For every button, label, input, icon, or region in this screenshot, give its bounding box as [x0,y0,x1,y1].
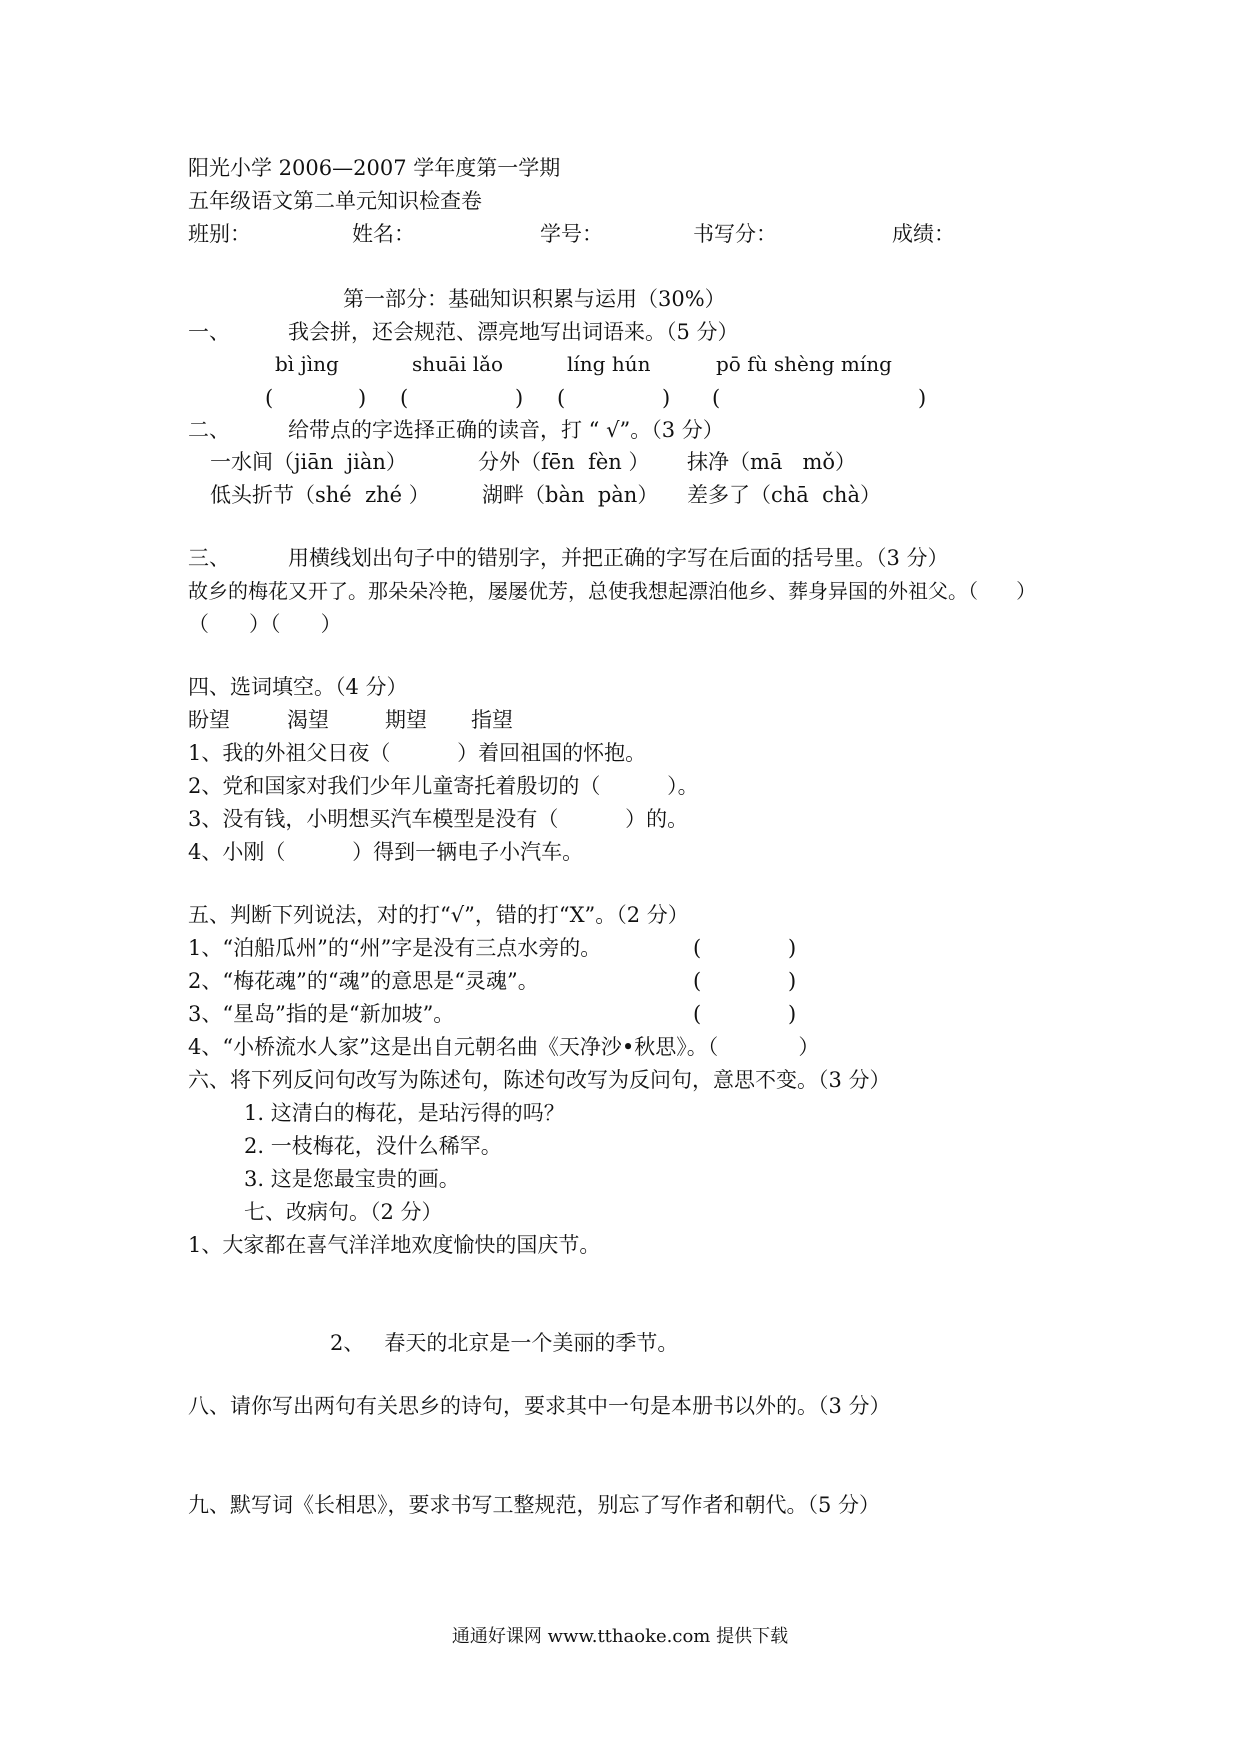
exam-title: 五年级语文第二单元知识检查卷 [188,189,482,213]
q8-title: 八、请你写出两句有关思乡的诗句，要求其中一句是本册书以外的。（3 分） [188,1394,891,1418]
q1-pinyin-1: bì jìng [275,352,339,376]
q6-item-3: 3. 这是您最宝贵的画。 [244,1167,460,1191]
q3-title: 用横线划出句子中的错别字，并把正确的字写在后面的括号里。（3 分） [288,546,949,570]
q4-item-1: 1、我的外祖父日夜（ ）着回祖国的怀抱。 [188,741,647,765]
q9-title: 九、默写词《长相思》，要求书写工整规范，别忘了写作者和朝代。（5 分） [188,1493,881,1517]
q5-item-1-open: ( [693,936,702,960]
field-writing-score: 书写分： [693,222,777,246]
q1-answer-box-2-close: ) [515,386,524,410]
q3-number: 三、 [188,546,230,570]
q1-number: 一、 [188,320,230,344]
q2-item-1: 一水间（jiān jiàn） [210,450,407,474]
q4-item-3: 3、没有钱，小明想买汽车模型是没有（ ）的。 [188,807,689,831]
q1-pinyin-4: pō fù shèng míng [716,352,892,376]
q3-answer-blanks: （ ）（ ） [188,612,342,636]
school-year-title: 阳光小学 2006—2007 学年度第一学期 [188,156,561,180]
q6-title: 六、将下列反问句改写为陈述句，陈述句改写为反问句，意思不变。（3 分） [188,1068,891,1092]
q1-answer-box-3-open: ( [557,386,566,410]
q2-item-6: 差多了（chā chà） [687,483,881,507]
q4-word-3: 期望 [385,708,427,732]
q1-answer-box-1-open: ( [265,386,274,410]
q1-answer-box-2-open: ( [400,386,409,410]
q6-item-1: 1. 这清白的梅花，是玷污得的吗？ [244,1101,565,1125]
q4-word-1: 盼望 [188,708,230,732]
q5-item-2-close: ) [788,969,797,993]
field-student-number: 学号： [540,222,603,246]
q1-answer-box-4-close: ) [918,386,927,410]
q3-sentence: 故乡的梅花又开了。那朵朵冷艳，屡屡优芳，总使我想起漂泊他乡、葬身异国的外祖父。（ ） [188,579,1037,603]
q1-pinyin-2: shuāi lǎo [412,352,504,376]
q5-title: 五、判断下列说法，对的打“√”，错的打“X”。（2 分） [188,903,689,927]
field-total-score: 成绩： [892,222,955,246]
q6-item-2: 2. 一枝梅花，没什么稀罕。 [244,1134,502,1158]
q5-item-3-open: ( [693,1002,702,1026]
q5-item-3: 3、“星岛”指的是“新加坡”。 [188,1002,455,1026]
q4-title: 四、选词填空。（4 分） [188,675,408,699]
q1-title: 我会拼，还会规范、漂亮地写出词语来。（5 分） [288,320,739,344]
q2-title: 给带点的字选择正确的读音，打 “ √”。（3 分） [288,418,724,442]
q4-word-2: 渴望 [287,708,329,732]
q7-item-1: 1、大家都在喜气洋洋地欢度愉快的国庆节。 [188,1233,601,1257]
field-name: 姓名： [352,222,415,246]
q1-answer-box-4-open: ( [712,386,721,410]
q7-title: 七、改病句。（2 分） [244,1200,443,1224]
q1-pinyin-3: líng hún [567,352,651,376]
q5-item-1-close: ) [788,936,797,960]
q5-item-1: 1、“泊船瓜州”的“州”字是没有三点水旁的。 [188,936,602,960]
q2-item-5: 湖畔（bàn pàn） [482,483,659,507]
q1-answer-box-1-close: ) [358,386,367,410]
part1-title: 第一部分：基础知识积累与运用（30%） [343,287,726,311]
q2-item-2: 分外（fēn fèn ） [478,450,650,474]
field-class: 班别： [188,222,251,246]
q4-word-4: 指望 [471,708,513,732]
q2-item-3: 抹净（mā mǒ） [687,450,857,474]
q5-item-2-open: ( [693,969,702,993]
q5-item-4: 4、“小桥流水人家”这是出自元朝名曲《天净沙•秋思》。（ ） [188,1035,820,1059]
footer-download-note: 通通好课网 www.tthaoke.com 提供下载 [451,1626,789,1647]
q2-number: 二、 [188,418,230,442]
q5-item-2: 2、“梅花魂”的“魂”的意思是“灵魂”。 [188,969,539,993]
q5-item-3-close: ) [788,1002,797,1026]
q4-item-2: 2、党和国家对我们少年儿童寄托着殷切的（ ）。 [188,774,699,798]
q4-item-4: 4、小刚（ ）得到一辆电子小汽车。 [188,840,584,864]
q2-item-4: 低头折节（shé zhé ） [210,483,430,507]
q1-answer-box-3-close: ) [662,386,671,410]
q7-item-2: 2、 春天的北京是一个美丽的季节。 [330,1331,679,1355]
